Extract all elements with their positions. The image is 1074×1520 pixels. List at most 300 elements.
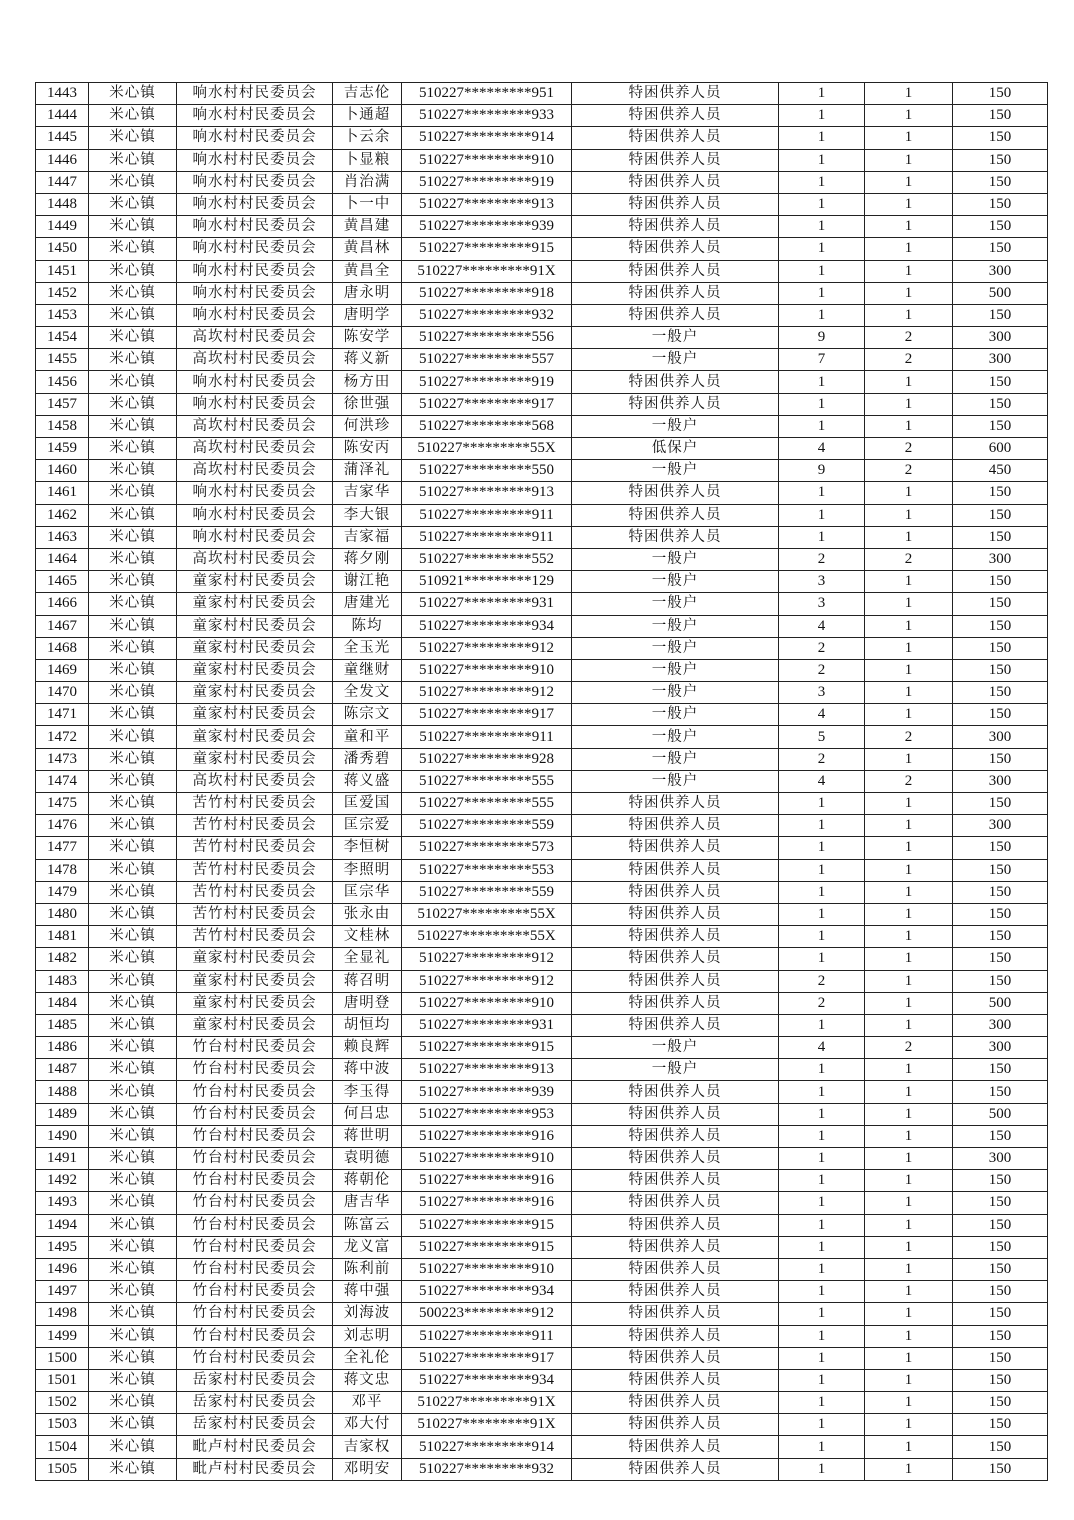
table-row <box>36 659 1048 681</box>
amount-cell: 600 <box>953 438 1048 460</box>
person-name-cell: 李玉得 <box>333 1081 402 1103</box>
count-cell: 1 <box>865 881 953 903</box>
table-row <box>36 260 1048 282</box>
town-cell: 米心镇 <box>89 1081 177 1103</box>
town-cell: 米心镇 <box>89 881 177 903</box>
table-row <box>36 1059 1048 1081</box>
person-name-cell: 蒋召明 <box>333 970 402 992</box>
household-size-cell: 1 <box>779 1125 865 1147</box>
table-row <box>36 1236 1048 1258</box>
household-type-cell: 特困供养人员 <box>572 1369 779 1391</box>
table-row <box>36 1281 1048 1303</box>
village-committee-cell: 高坎村村民委员会 <box>177 415 333 437</box>
village-committee-cell: 响水村村民委员会 <box>177 193 333 215</box>
amount-cell: 150 <box>953 1436 1048 1458</box>
town-cell: 米心镇 <box>89 748 177 770</box>
amount-cell: 150 <box>953 1369 1048 1391</box>
person-name-cell: 黄昌全 <box>333 260 402 282</box>
household-type-cell: 特困供养人员 <box>572 1125 779 1147</box>
household-size-cell: 1 <box>779 260 865 282</box>
id-number-cell: 510227*********914 <box>402 127 572 149</box>
town-cell: 米心镇 <box>89 659 177 681</box>
village-committee-cell: 响水村村民委员会 <box>177 260 333 282</box>
person-name-cell: 全玉光 <box>333 637 402 659</box>
count-cell: 1 <box>865 992 953 1014</box>
row-number-cell: 1500 <box>36 1347 89 1369</box>
row-number-cell: 1466 <box>36 593 89 615</box>
row-number-cell: 1478 <box>36 859 89 881</box>
id-number-cell: 510227*********928 <box>402 748 572 770</box>
village-committee-cell: 响水村村民委员会 <box>177 526 333 548</box>
household-size-cell: 1 <box>779 1303 865 1325</box>
amount-cell: 150 <box>953 1325 1048 1347</box>
count-cell: 1 <box>865 1258 953 1280</box>
row-number-cell: 1474 <box>36 770 89 792</box>
id-number-cell: 510227*********917 <box>402 704 572 726</box>
row-number-cell: 1455 <box>36 349 89 371</box>
amount-cell: 300 <box>953 1148 1048 1170</box>
count-cell: 1 <box>865 859 953 881</box>
row-number-cell: 1449 <box>36 216 89 238</box>
household-type-cell: 一般户 <box>572 460 779 482</box>
amount-cell: 150 <box>953 1392 1048 1414</box>
village-committee-cell: 竹台村村民委员会 <box>177 1103 333 1125</box>
household-type-cell: 特困供养人员 <box>572 793 779 815</box>
row-number-cell: 1503 <box>36 1414 89 1436</box>
household-size-cell: 9 <box>779 327 865 349</box>
count-cell: 2 <box>865 1037 953 1059</box>
village-committee-cell: 高坎村村民委员会 <box>177 349 333 371</box>
person-name-cell: 蒲泽礼 <box>333 460 402 482</box>
household-size-cell: 1 <box>779 304 865 326</box>
amount-cell: 150 <box>953 216 1048 238</box>
person-name-cell: 何洪珍 <box>333 415 402 437</box>
table-row <box>36 1258 1048 1280</box>
count-cell: 1 <box>865 1325 953 1347</box>
household-type-cell: 一般户 <box>572 571 779 593</box>
id-number-cell: 510227*********912 <box>402 682 572 704</box>
household-size-cell: 3 <box>779 593 865 615</box>
town-cell: 米心镇 <box>89 260 177 282</box>
amount-cell: 500 <box>953 1103 1048 1125</box>
table-row <box>36 149 1048 171</box>
table-row <box>36 1325 1048 1347</box>
amount-cell: 150 <box>953 526 1048 548</box>
table-row <box>36 127 1048 149</box>
person-name-cell: 吉家华 <box>333 482 402 504</box>
household-size-cell: 1 <box>779 1236 865 1258</box>
count-cell: 1 <box>865 1236 953 1258</box>
household-size-cell: 2 <box>779 748 865 770</box>
household-size-cell: 1 <box>779 1081 865 1103</box>
amount-cell: 150 <box>953 748 1048 770</box>
village-committee-cell: 苦竹村村民委员会 <box>177 859 333 881</box>
village-committee-cell: 童家村村民委员会 <box>177 1014 333 1036</box>
row-number-cell: 1451 <box>36 260 89 282</box>
id-number-cell: 510227*********911 <box>402 726 572 748</box>
table-row <box>36 526 1048 548</box>
table-row <box>36 548 1048 570</box>
household-size-cell: 1 <box>779 127 865 149</box>
person-name-cell: 陈富云 <box>333 1214 402 1236</box>
count-cell: 1 <box>865 393 953 415</box>
row-number-cell: 1495 <box>36 1236 89 1258</box>
person-name-cell: 肖治满 <box>333 171 402 193</box>
row-number-cell: 1499 <box>36 1325 89 1347</box>
household-type-cell: 特困供养人员 <box>572 127 779 149</box>
row-number-cell: 1454 <box>36 327 89 349</box>
village-committee-cell: 竹台村村民委员会 <box>177 1281 333 1303</box>
household-size-cell: 2 <box>779 970 865 992</box>
count-cell: 1 <box>865 149 953 171</box>
town-cell: 米心镇 <box>89 327 177 349</box>
row-number-cell: 1461 <box>36 482 89 504</box>
household-type-cell: 特困供养人员 <box>572 948 779 970</box>
table-row <box>36 1148 1048 1170</box>
village-committee-cell: 竹台村村民委员会 <box>177 1059 333 1081</box>
household-size-cell: 1 <box>779 216 865 238</box>
household-type-cell: 特困供养人员 <box>572 1436 779 1458</box>
town-cell: 米心镇 <box>89 393 177 415</box>
count-cell: 1 <box>865 571 953 593</box>
person-name-cell: 何吕忠 <box>333 1103 402 1125</box>
household-type-cell: 特困供养人员 <box>572 1192 779 1214</box>
household-type-cell: 特困供养人员 <box>572 1103 779 1125</box>
town-cell: 米心镇 <box>89 1369 177 1391</box>
town-cell: 米心镇 <box>89 770 177 792</box>
household-size-cell: 1 <box>779 903 865 925</box>
row-number-cell: 1445 <box>36 127 89 149</box>
row-number-cell: 1471 <box>36 704 89 726</box>
amount-cell: 300 <box>953 770 1048 792</box>
row-number-cell: 1457 <box>36 393 89 415</box>
table-row <box>36 504 1048 526</box>
id-number-cell: 510227*********555 <box>402 793 572 815</box>
row-number-cell: 1463 <box>36 526 89 548</box>
table-row <box>36 859 1048 881</box>
amount-cell: 150 <box>953 1281 1048 1303</box>
household-size-cell: 1 <box>779 238 865 260</box>
household-type-cell: 特困供养人员 <box>572 1170 779 1192</box>
village-committee-cell: 响水村村民委员会 <box>177 105 333 127</box>
household-size-cell: 4 <box>779 615 865 637</box>
table-row <box>36 1392 1048 1414</box>
town-cell: 米心镇 <box>89 1014 177 1036</box>
person-name-cell: 谢江艳 <box>333 571 402 593</box>
count-cell: 1 <box>865 815 953 837</box>
village-committee-cell: 童家村村民委员会 <box>177 992 333 1014</box>
amount-cell: 300 <box>953 349 1048 371</box>
household-type-cell: 一般户 <box>572 704 779 726</box>
id-number-cell: 510227*********931 <box>402 593 572 615</box>
count-cell: 2 <box>865 327 953 349</box>
id-number-cell: 510227*********910 <box>402 149 572 171</box>
household-type-cell: 特困供养人员 <box>572 149 779 171</box>
household-size-cell: 1 <box>779 482 865 504</box>
household-type-cell: 特困供养人员 <box>572 282 779 304</box>
town-cell: 米心镇 <box>89 193 177 215</box>
table-row <box>36 105 1048 127</box>
person-name-cell: 陈安学 <box>333 327 402 349</box>
household-type-cell: 一般户 <box>572 1037 779 1059</box>
count-cell: 1 <box>865 748 953 770</box>
amount-cell: 150 <box>953 1192 1048 1214</box>
person-name-cell: 唐永明 <box>333 282 402 304</box>
row-number-cell: 1444 <box>36 105 89 127</box>
person-name-cell: 卜一中 <box>333 193 402 215</box>
count-cell: 1 <box>865 637 953 659</box>
person-name-cell: 蒋义盛 <box>333 770 402 792</box>
household-size-cell: 7 <box>779 349 865 371</box>
person-name-cell: 蒋中波 <box>333 1059 402 1081</box>
village-committee-cell: 响水村村民委员会 <box>177 482 333 504</box>
village-committee-cell: 竹台村村民委员会 <box>177 1148 333 1170</box>
count-cell: 1 <box>865 704 953 726</box>
person-name-cell: 黄昌林 <box>333 238 402 260</box>
id-number-cell: 510227*********568 <box>402 415 572 437</box>
amount-cell: 300 <box>953 548 1048 570</box>
count-cell: 2 <box>865 548 953 570</box>
id-number-cell: 510227*********934 <box>402 615 572 637</box>
row-number-cell: 1481 <box>36 926 89 948</box>
household-type-cell: 一般户 <box>572 659 779 681</box>
table-row <box>36 793 1048 815</box>
amount-cell: 300 <box>953 1037 1048 1059</box>
household-size-cell: 1 <box>779 193 865 215</box>
row-number-cell: 1498 <box>36 1303 89 1325</box>
amount-cell: 150 <box>953 504 1048 526</box>
household-size-cell: 1 <box>779 1392 865 1414</box>
household-type-cell: 特困供养人员 <box>572 903 779 925</box>
village-committee-cell: 苦竹村村民委员会 <box>177 926 333 948</box>
amount-cell: 150 <box>953 682 1048 704</box>
id-number-cell: 510227*********553 <box>402 859 572 881</box>
town-cell: 米心镇 <box>89 992 177 1014</box>
village-committee-cell: 竹台村村民委员会 <box>177 1303 333 1325</box>
household-type-cell: 特困供养人员 <box>572 371 779 393</box>
id-number-cell: 510227*********91X <box>402 260 572 282</box>
row-number-cell: 1489 <box>36 1103 89 1125</box>
person-name-cell: 潘秀碧 <box>333 748 402 770</box>
table-row <box>36 815 1048 837</box>
id-number-cell: 510227*********91X <box>402 1414 572 1436</box>
id-number-cell: 500223*********912 <box>402 1303 572 1325</box>
household-size-cell: 1 <box>779 1258 865 1280</box>
village-committee-cell: 竹台村村民委员会 <box>177 1236 333 1258</box>
person-name-cell: 全显礼 <box>333 948 402 970</box>
amount-cell: 300 <box>953 726 1048 748</box>
person-name-cell: 袁明德 <box>333 1148 402 1170</box>
town-cell: 米心镇 <box>89 704 177 726</box>
person-name-cell: 蒋中强 <box>333 1281 402 1303</box>
id-number-cell: 510921*********129 <box>402 571 572 593</box>
count-cell: 1 <box>865 1347 953 1369</box>
household-type-cell: 特困供养人员 <box>572 1258 779 1280</box>
town-cell: 米心镇 <box>89 282 177 304</box>
count-cell: 1 <box>865 193 953 215</box>
row-number-cell: 1484 <box>36 992 89 1014</box>
town-cell: 米心镇 <box>89 793 177 815</box>
household-size-cell: 1 <box>779 1059 865 1081</box>
person-name-cell: 张永由 <box>333 903 402 925</box>
household-type-cell: 特困供养人员 <box>572 1392 779 1414</box>
household-type-cell: 一般户 <box>572 349 779 371</box>
row-number-cell: 1448 <box>36 193 89 215</box>
household-type-cell: 特困供养人员 <box>572 304 779 326</box>
village-committee-cell: 响水村村民委员会 <box>177 238 333 260</box>
id-number-cell: 510227*********951 <box>402 83 572 105</box>
amount-cell: 300 <box>953 327 1048 349</box>
person-name-cell: 陈利前 <box>333 1258 402 1280</box>
household-type-cell: 特困供养人员 <box>572 504 779 526</box>
count-cell: 1 <box>865 1303 953 1325</box>
person-name-cell: 吉志伦 <box>333 83 402 105</box>
count-cell: 1 <box>865 1103 953 1125</box>
household-type-cell: 一般户 <box>572 327 779 349</box>
amount-cell: 150 <box>953 881 1048 903</box>
household-size-cell: 4 <box>779 1037 865 1059</box>
id-number-cell: 510227*********911 <box>402 504 572 526</box>
village-committee-cell: 毗卢村村民委员会 <box>177 1436 333 1458</box>
row-number-cell: 1468 <box>36 637 89 659</box>
household-type-cell: 一般户 <box>572 1059 779 1081</box>
id-number-cell: 510227*********916 <box>402 1125 572 1147</box>
household-size-cell: 2 <box>779 637 865 659</box>
count-cell: 1 <box>865 260 953 282</box>
household-size-cell: 1 <box>779 105 865 127</box>
id-number-cell: 510227*********913 <box>402 1059 572 1081</box>
town-cell: 米心镇 <box>89 1037 177 1059</box>
amount-cell: 300 <box>953 815 1048 837</box>
id-number-cell: 510227*********912 <box>402 970 572 992</box>
household-size-cell: 1 <box>779 415 865 437</box>
person-name-cell: 赖良辉 <box>333 1037 402 1059</box>
village-committee-cell: 高坎村村民委员会 <box>177 548 333 570</box>
id-number-cell: 510227*********91X <box>402 1392 572 1414</box>
person-name-cell: 陈宗文 <box>333 704 402 726</box>
village-committee-cell: 岳家村村民委员会 <box>177 1369 333 1391</box>
amount-cell: 150 <box>953 704 1048 726</box>
amount-cell: 150 <box>953 859 1048 881</box>
amount-cell: 150 <box>953 1125 1048 1147</box>
id-number-cell: 510227*********916 <box>402 1170 572 1192</box>
row-number-cell: 1477 <box>36 837 89 859</box>
row-number-cell: 1504 <box>36 1436 89 1458</box>
count-cell: 1 <box>865 948 953 970</box>
town-cell: 米心镇 <box>89 415 177 437</box>
town-cell: 米心镇 <box>89 970 177 992</box>
household-size-cell: 2 <box>779 659 865 681</box>
table-row <box>36 1170 1048 1192</box>
count-cell: 2 <box>865 726 953 748</box>
household-type-cell: 一般户 <box>572 748 779 770</box>
row-number-cell: 1462 <box>36 504 89 526</box>
person-name-cell: 唐明登 <box>333 992 402 1014</box>
household-type-cell: 特困供养人员 <box>572 193 779 215</box>
amount-cell: 150 <box>953 837 1048 859</box>
count-cell: 1 <box>865 171 953 193</box>
table-row <box>36 349 1048 371</box>
person-name-cell: 卜通超 <box>333 105 402 127</box>
town-cell: 米心镇 <box>89 815 177 837</box>
id-number-cell: 510227*********931 <box>402 1014 572 1036</box>
id-number-cell: 510227*********914 <box>402 1436 572 1458</box>
household-type-cell: 特困供养人员 <box>572 105 779 127</box>
table-body <box>36 83 1048 1481</box>
household-type-cell: 特困供养人员 <box>572 1458 779 1480</box>
id-number-cell: 510227*********919 <box>402 371 572 393</box>
household-type-cell: 特困供养人员 <box>572 393 779 415</box>
row-number-cell: 1505 <box>36 1458 89 1480</box>
town-cell: 米心镇 <box>89 460 177 482</box>
count-cell: 1 <box>865 837 953 859</box>
amount-cell: 150 <box>953 1170 1048 1192</box>
village-committee-cell: 竹台村村民委员会 <box>177 1192 333 1214</box>
count-cell: 1 <box>865 216 953 238</box>
person-name-cell: 文桂林 <box>333 926 402 948</box>
household-size-cell: 1 <box>779 282 865 304</box>
household-size-cell: 1 <box>779 926 865 948</box>
person-name-cell: 李恒树 <box>333 837 402 859</box>
table-row <box>36 1347 1048 1369</box>
town-cell: 米心镇 <box>89 1303 177 1325</box>
household-size-cell: 1 <box>779 1347 865 1369</box>
town-cell: 米心镇 <box>89 482 177 504</box>
table-row <box>36 837 1048 859</box>
count-cell: 1 <box>865 127 953 149</box>
town-cell: 米心镇 <box>89 1170 177 1192</box>
person-name-cell: 刘海波 <box>333 1303 402 1325</box>
table-row <box>36 83 1048 105</box>
household-type-cell: 特困供养人员 <box>572 1303 779 1325</box>
amount-cell: 450 <box>953 460 1048 482</box>
id-number-cell: 510227*********934 <box>402 1281 572 1303</box>
household-size-cell: 1 <box>779 526 865 548</box>
count-cell: 1 <box>865 238 953 260</box>
table-row <box>36 460 1048 482</box>
town-cell: 米心镇 <box>89 238 177 260</box>
village-committee-cell: 高坎村村民委员会 <box>177 770 333 792</box>
row-number-cell: 1492 <box>36 1170 89 1192</box>
row-number-cell: 1485 <box>36 1014 89 1036</box>
village-committee-cell: 响水村村民委员会 <box>177 504 333 526</box>
id-number-cell: 510227*********910 <box>402 992 572 1014</box>
town-cell: 米心镇 <box>89 1414 177 1436</box>
town-cell: 米心镇 <box>89 526 177 548</box>
table-row <box>36 926 1048 948</box>
count-cell: 1 <box>865 105 953 127</box>
id-number-cell: 510227*********917 <box>402 393 572 415</box>
village-committee-cell: 童家村村民委员会 <box>177 682 333 704</box>
person-name-cell: 邓大付 <box>333 1414 402 1436</box>
row-number-cell: 1465 <box>36 571 89 593</box>
amount-cell: 150 <box>953 1214 1048 1236</box>
amount-cell: 150 <box>953 304 1048 326</box>
amount-cell: 150 <box>953 593 1048 615</box>
household-type-cell: 特困供养人员 <box>572 859 779 881</box>
town-cell: 米心镇 <box>89 859 177 881</box>
table-row <box>36 948 1048 970</box>
household-type-cell: 特困供养人员 <box>572 837 779 859</box>
count-cell: 1 <box>865 1059 953 1081</box>
person-name-cell: 杨方田 <box>333 371 402 393</box>
household-size-cell: 2 <box>779 548 865 570</box>
count-cell: 1 <box>865 1125 953 1147</box>
village-committee-cell: 童家村村民委员会 <box>177 593 333 615</box>
amount-cell: 150 <box>953 926 1048 948</box>
amount-cell: 150 <box>953 1236 1048 1258</box>
table-row <box>36 1192 1048 1214</box>
